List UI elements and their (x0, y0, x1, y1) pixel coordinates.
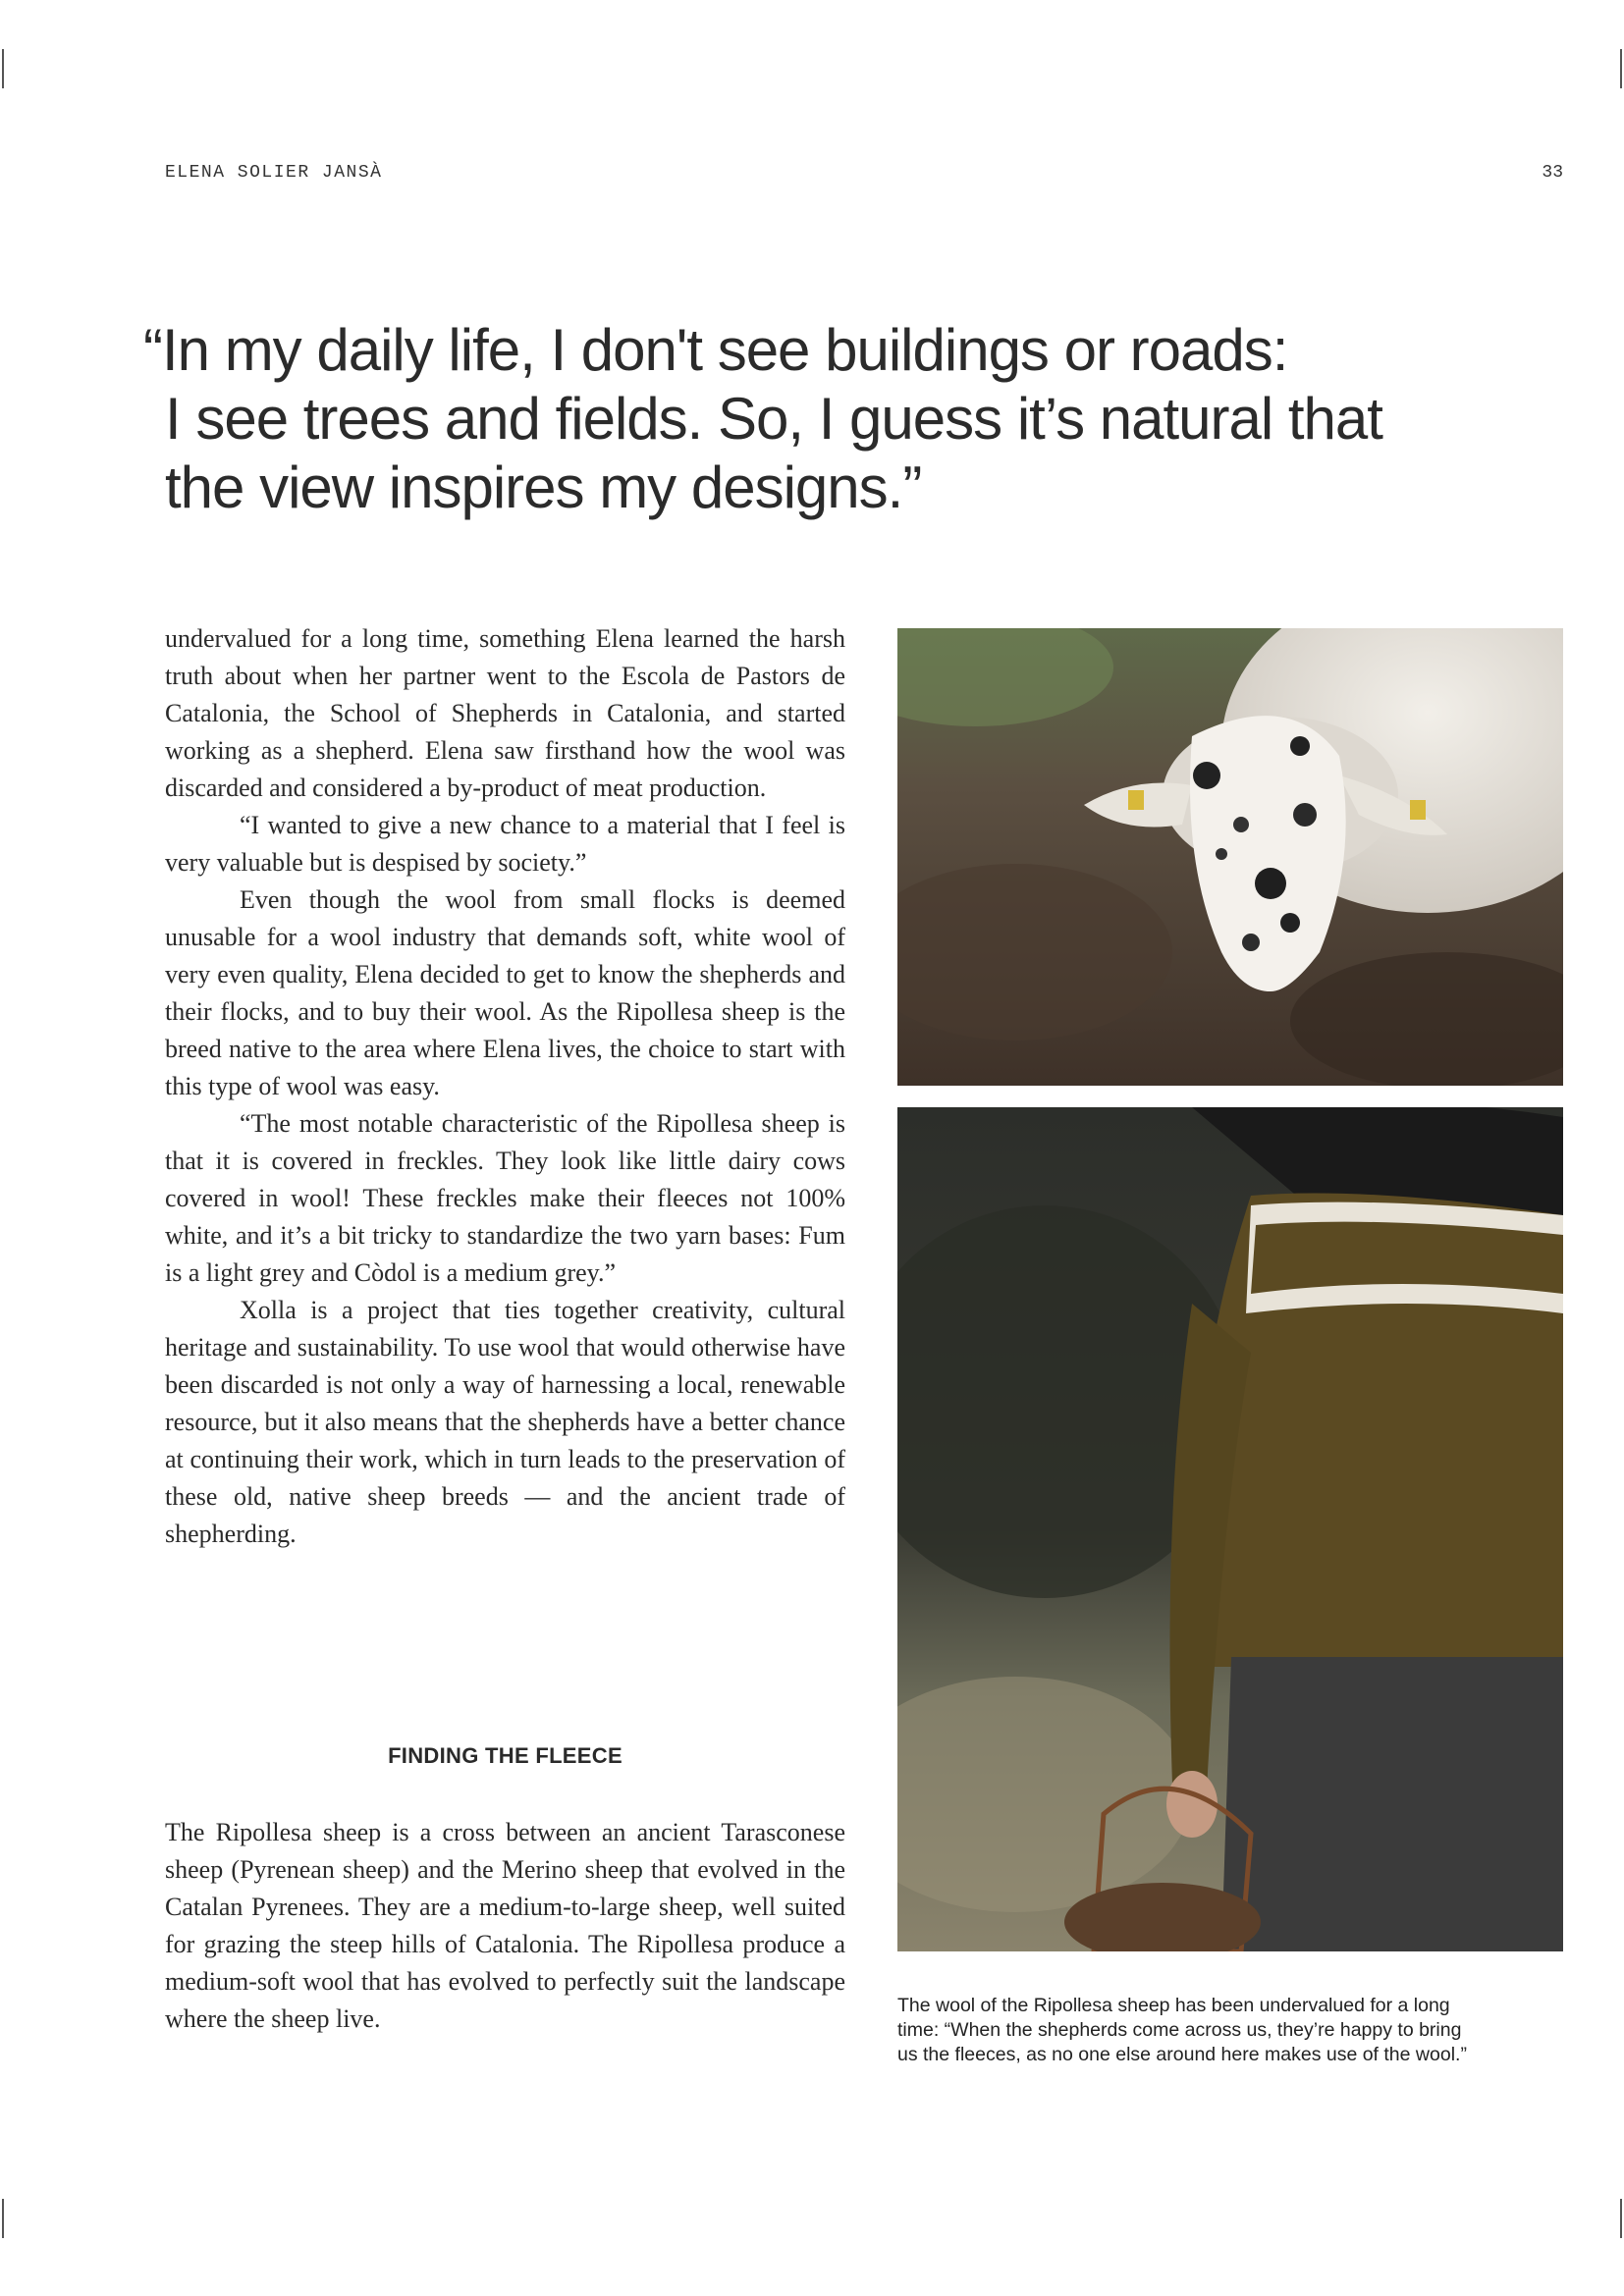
caption-line: The wool of the Ripollesa sheep has been undervalued for a long (897, 1995, 1450, 2016)
caption-line: us the fleeces, as no one else around here makes use of the wool.” (897, 2044, 1467, 2065)
crop-mark (2, 49, 4, 88)
article-body (165, 620, 845, 1553)
body-paragraph: undervalued for a long time, something Elena learned the harsh truth about when her partner went to the Escola de Pastors de Catalonia, the School of Shepherds in Catalonia, and started working as a shepherd. Elena saw firsthand how the wool was discarded and considered a by-product of meat production. (165, 624, 845, 802)
body-paragraph: Xolla is a project that ties together creativity, cultural heritage and sustainability. To use wool that would otherwise have been discarded is not only a way of harnessing a local, renewable resource, but it also means that the shepherds have a better chance at continuing their work, which in turn leads to the preservation of these old, native sheep breeds — and the ancient trade of shepherding. (165, 1296, 845, 1548)
body-paragraph: “I wanted to give a new chance to a material that I feel is very valuable but is despised by society.” (165, 811, 845, 877)
pull-quote-line: I see trees and fields. So, I guess it’s natural that (165, 386, 1382, 452)
section-body (165, 1814, 845, 2038)
running-header-author: ELENA SOLIER JANSÀ (165, 163, 383, 183)
section-heading: FINDING THE FLEECE (388, 1743, 623, 1768)
pull-quote (143, 316, 1538, 522)
sheep-photo (897, 628, 1563, 1086)
pull-quote-line: “In my daily life, I don't see buildings or roads: (143, 317, 1288, 383)
crop-mark (2, 2199, 4, 2238)
crop-mark (1620, 2199, 1622, 2238)
photo-caption (897, 1994, 1563, 2067)
body-paragraph: “The most notable characteristic of the Ripollesa sheep is that it is covered in freckles. They look like little dairy cows covered in wool! These freckles make their fleeces not 100% white, and it’s a bit tricky to standardize the two yarn bases: Fum is a light grey and Còdol is a medium grey.” (165, 1109, 845, 1287)
caption-line: time: “When the shepherds come across us, they’re happy to bring (897, 2019, 1462, 2041)
page-number: 33 (1542, 163, 1563, 183)
pull-quote-line: the view inspires my designs.” (165, 454, 922, 520)
body-paragraph: The Ripollesa sheep is a cross between an ancient Tarasconese sheep (Pyrenean sheep) and the Merino sheep that evolved in the Catalan Pyrenees. They are a medium-to-large sheep, well suited for grazing the steep hills of Catalonia. The Ripollesa produce a medium-soft wool that has evolved to perfectly suit the landscape where the sheep live. (165, 1818, 845, 2033)
body-paragraph: Even though the wool from small flocks is deemed unusable for a wool industry that demands soft, white wool of very even quality, Elena decided to get to know the shepherds and their flocks, and to buy their wool. As the Ripollesa sheep is the breed native to the area where Elena lives, the choice to start with this type of wool was easy. (165, 885, 845, 1100)
sweater-photo (897, 1107, 1563, 1951)
crop-mark (1620, 49, 1622, 88)
